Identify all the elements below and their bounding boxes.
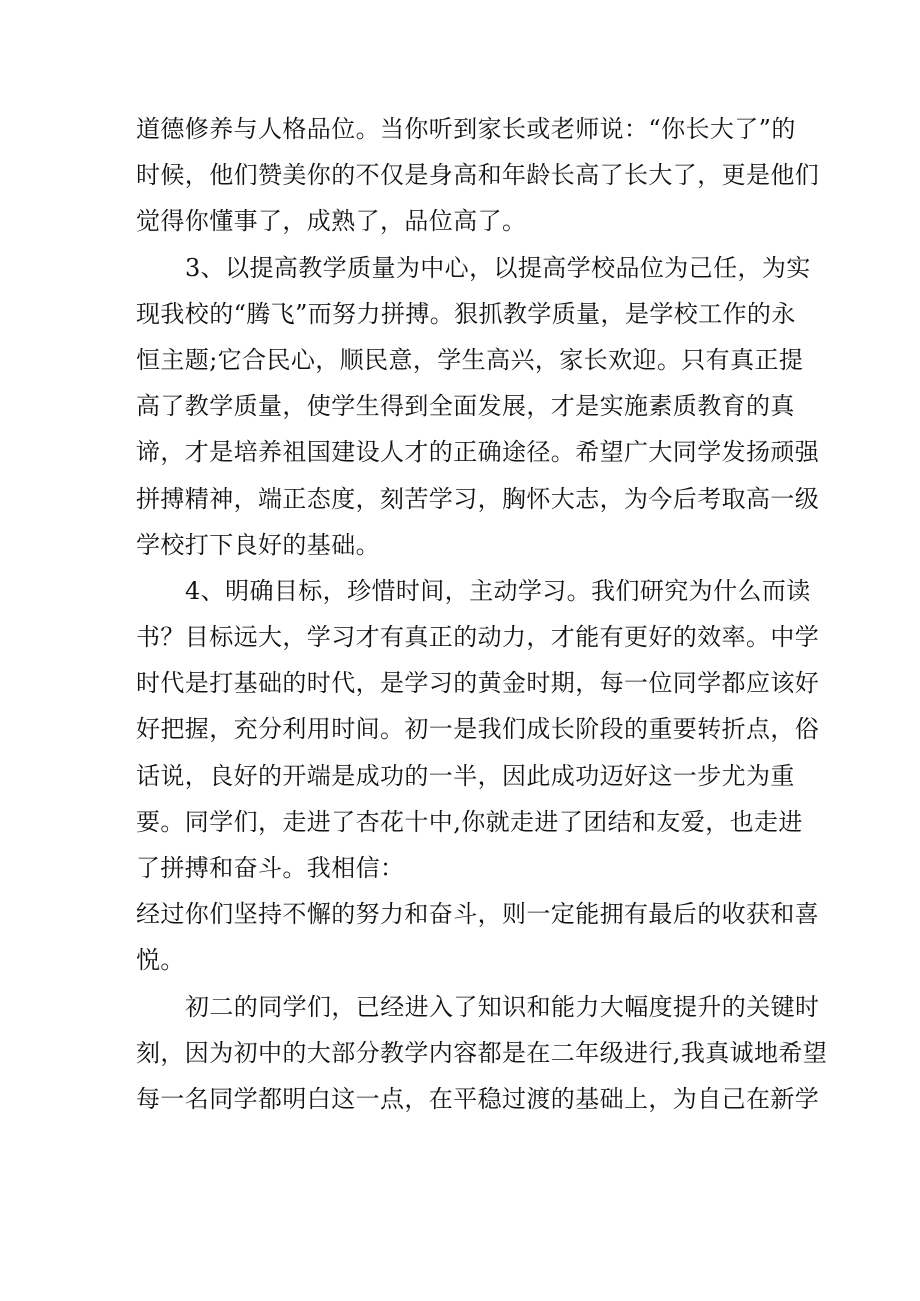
text-line: 要。同学们，走进了杏花十中,你就走进了团结和友爱，也走进	[136, 807, 803, 836]
text-line: 好把握，充分利用时间。初一是我们成长阶段的重要转折点，俗	[136, 715, 820, 744]
text-line: 经过你们坚持不懈的努力和奋斗，则一定能拥有最后的收获和喜	[136, 900, 820, 929]
paragraph-start-line: 初二的同学们，已经进入了知识和能力大幅度提升的关键时	[185, 992, 820, 1021]
text-line: 时候，他们赞美你的不仅是身高和年龄长高了长大了，更是他们	[136, 161, 820, 190]
paragraph-start-line: 3、以提高教学质量为中心，以提高学校品位为己任，为实	[185, 253, 811, 282]
text-line: 时代是打基础的时代，是学习的黄金时期，每一位同学都应该好	[136, 669, 820, 698]
text-line: 现我校的“腾飞”而努力拼搏。狠抓教学质量，是学校工作的永	[136, 299, 796, 328]
text-line: 悦。	[136, 946, 185, 975]
text-line: 谛，才是培养祖国建设人才的正确途径。希望广大同学发扬顽强	[136, 438, 820, 467]
text-line: 话说，良好的开端是成功的一半，因此成功迈好这一步尤为重	[136, 761, 795, 790]
text-line: 了拼搏和奋斗。我相信：	[136, 854, 405, 882]
text-line: 书？目标远大，学习才有真正的动力，才能有更好的效率。中学	[136, 623, 820, 652]
text-line: 高了教学质量，使学生得到全面发展，才是实施素质教育的真	[136, 392, 795, 421]
text-line: 道德修养与人格品位。当你听到家长或老师说：“你长大了”的	[136, 115, 796, 143]
text-line: 拼搏精神，端正态度，刻苦学习，胸怀大志，为今后考取高一级	[136, 484, 820, 513]
body-text	[136, 106, 828, 1122]
text-line: 刻，因为初中的大部分教学内容都是在二年级进行,我真诚地希望	[136, 1038, 828, 1067]
text-line: 恒主题;它合民心，顺民意，学生高兴，家长欢迎。只有真正提	[136, 345, 804, 374]
text-line: 觉得你懂事了，成熟了，品位高了。	[136, 207, 527, 236]
paragraph-start-line: 4、明确目标，珍惜时间，主动学习。我们研究为什么而读	[185, 576, 811, 605]
text-line: 每一名同学都明白这一点，在平稳过渡的基础上，为自己在新学	[136, 1084, 820, 1113]
text-line: 学校打下良好的基础。	[136, 530, 380, 559]
